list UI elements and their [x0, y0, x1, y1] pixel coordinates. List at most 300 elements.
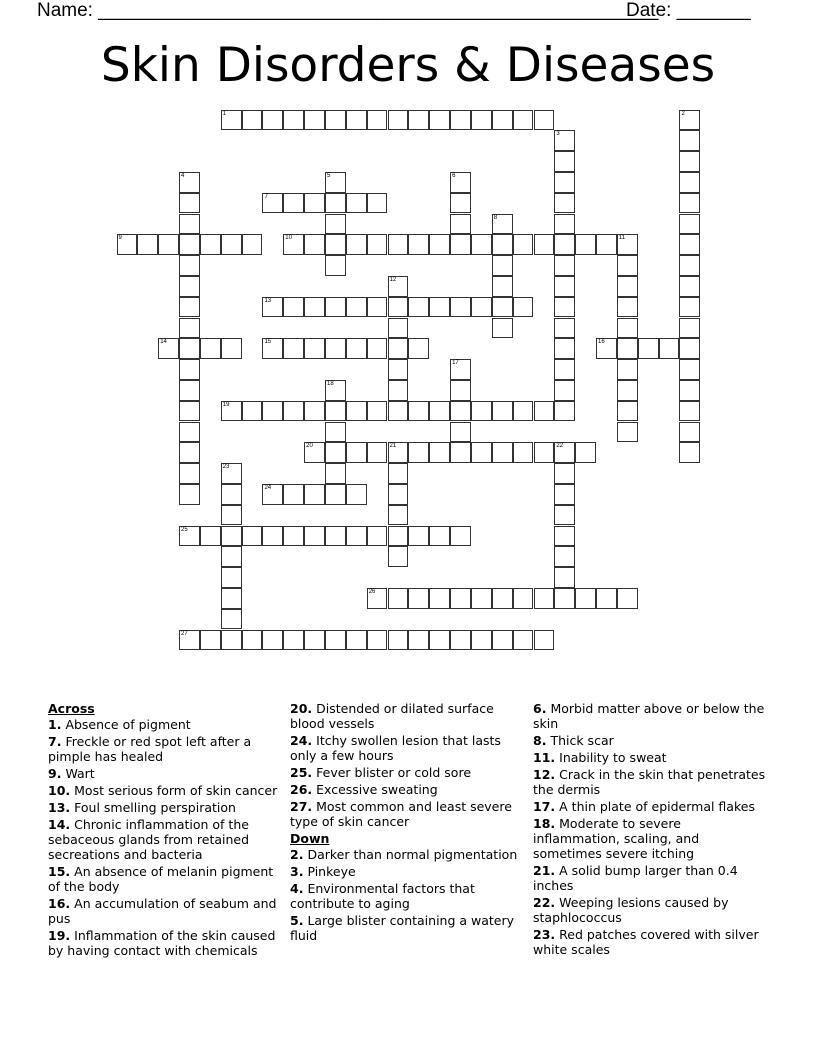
grid-cell[interactable] [367, 297, 388, 318]
clue-number: 1 [222, 110, 227, 117]
grid-cell[interactable] [492, 276, 513, 297]
grid-cell[interactable] [554, 172, 575, 193]
grid-cell[interactable] [450, 401, 471, 422]
clue-text: Fever blister or cold sore [316, 765, 472, 781]
name-field[interactable]: Name: _____________________________________________________ [37, 0, 659, 21]
grid-cell[interactable] [679, 151, 700, 172]
grid-cell[interactable] [346, 484, 367, 505]
grid-cell[interactable] [617, 255, 638, 276]
clue-number: 9. [48, 766, 62, 782]
grid-cell[interactable] [471, 401, 492, 422]
clues-column-3 [533, 701, 768, 959]
grid-cell[interactable] [679, 172, 700, 193]
grid-cell[interactable] [617, 380, 638, 401]
grid-cell[interactable] [554, 234, 575, 255]
grid-cell[interactable] [617, 234, 638, 255]
grid-cell[interactable] [513, 297, 534, 318]
grid-cell[interactable] [179, 526, 200, 547]
grid-cell[interactable] [179, 214, 200, 235]
grid-cell[interactable] [137, 234, 158, 255]
grid-cell[interactable] [304, 401, 325, 422]
grid-cell[interactable] [679, 130, 700, 151]
grid-cell[interactable] [450, 630, 471, 651]
clue-down [533, 701, 768, 732]
grid-cell[interactable] [200, 338, 221, 359]
grid-cell[interactable] [408, 234, 429, 255]
grid-cell[interactable] [679, 193, 700, 214]
grid-cell[interactable] [554, 526, 575, 547]
grid-cell[interactable] [492, 214, 513, 235]
grid-cell[interactable] [388, 297, 409, 318]
date-field[interactable]: Date: _______ [626, 0, 751, 21]
grid-cell[interactable] [367, 193, 388, 214]
grid-cell[interactable] [367, 442, 388, 463]
grid-cell[interactable] [388, 505, 409, 526]
grid-cell[interactable] [221, 630, 242, 651]
grid-cell[interactable] [367, 630, 388, 651]
grid-cell[interactable] [408, 588, 429, 609]
clue-number: 21. [533, 862, 556, 878]
grid-cell[interactable] [388, 484, 409, 505]
grid-cell[interactable] [283, 338, 304, 359]
grid-cell[interactable] [242, 401, 263, 422]
clue-across [290, 799, 525, 830]
grid-cell[interactable] [554, 359, 575, 380]
grid-cell[interactable] [450, 526, 471, 547]
clue-number: 4. [290, 880, 304, 896]
grid-cell[interactable] [304, 526, 325, 547]
grid-cell[interactable] [429, 442, 450, 463]
grid-cell[interactable] [450, 110, 471, 131]
grid-cell[interactable] [554, 318, 575, 339]
grid-cell[interactable] [304, 630, 325, 651]
grid-cell[interactable] [450, 172, 471, 193]
clue-down [290, 913, 525, 944]
grid-cell[interactable] [471, 588, 492, 609]
grid-cell[interactable] [429, 297, 450, 318]
grid-cell[interactable] [388, 526, 409, 547]
grid-cell[interactable] [388, 110, 409, 131]
grid-cell[interactable] [492, 442, 513, 463]
grid-cell[interactable] [554, 297, 575, 318]
grid-cell[interactable] [534, 234, 555, 255]
grid-cell[interactable] [179, 401, 200, 422]
grid-cell[interactable] [617, 588, 638, 609]
clue-number: 20 [306, 443, 313, 450]
grid-cell[interactable] [325, 234, 346, 255]
grid-cell[interactable] [388, 630, 409, 651]
grid-cell[interactable] [283, 234, 304, 255]
grid-cell[interactable] [262, 110, 283, 131]
grid-cell[interactable] [262, 484, 283, 505]
grid-cell[interactable] [450, 234, 471, 255]
grid-cell[interactable] [367, 338, 388, 359]
grid-cell[interactable] [179, 318, 200, 339]
clues-column-2 [290, 701, 525, 945]
clue-text: Moderate to severe inflammation, scaling, and sometimes severe itching [533, 815, 700, 862]
grid-cell[interactable] [679, 234, 700, 255]
grid-cell[interactable] [617, 401, 638, 422]
clue-text: An accumulation of seabum and pus [48, 896, 277, 927]
grid-cell[interactable] [242, 630, 263, 651]
clue-number: 12. [533, 766, 556, 782]
grid-cell[interactable] [367, 234, 388, 255]
grid-cell[interactable] [283, 193, 304, 214]
grid-cell[interactable] [388, 234, 409, 255]
grid-cell[interactable] [325, 526, 346, 547]
grid-cell[interactable] [283, 401, 304, 422]
grid-cell[interactable] [679, 401, 700, 422]
grid-cell[interactable] [221, 505, 242, 526]
clue-number: 23 [222, 464, 230, 471]
grid-cell[interactable] [492, 110, 513, 131]
grid-cell[interactable] [679, 276, 700, 297]
clue-number: 12 [389, 276, 397, 283]
clue-text: Distended or dilated surface blood vessels [290, 701, 494, 732]
grid-cell[interactable] [346, 526, 367, 547]
grid-cell[interactable] [534, 442, 555, 463]
grid-cell[interactable] [325, 442, 346, 463]
grid-cell[interactable] [471, 234, 492, 255]
grid-cell[interactable] [179, 297, 200, 318]
grid-cell[interactable] [408, 526, 429, 547]
grid-cell[interactable] [554, 151, 575, 172]
clue-number: 2 [681, 110, 685, 117]
grid-cell[interactable] [554, 588, 575, 609]
grid-cell[interactable] [325, 297, 346, 318]
grid-cell[interactable] [554, 484, 575, 505]
grid-cell[interactable] [283, 484, 304, 505]
grid-cell[interactable] [262, 526, 283, 547]
grid-cell[interactable] [325, 338, 346, 359]
grid-cell[interactable] [534, 401, 555, 422]
clue-number: 25 [181, 526, 188, 533]
grid-cell[interactable] [617, 276, 638, 297]
grid-cell[interactable] [367, 401, 388, 422]
clue-across [48, 896, 283, 927]
grid-cell[interactable] [492, 255, 513, 276]
grid-cell[interactable] [283, 110, 304, 131]
clue-text: Weeping lesions caused by staphlococcus [533, 895, 729, 926]
grid-cell[interactable] [221, 401, 242, 422]
grid-cell[interactable] [388, 276, 409, 297]
grid-cell[interactable] [304, 442, 325, 463]
grid-cell[interactable] [346, 193, 367, 214]
grid-cell[interactable] [158, 234, 179, 255]
grid-cell[interactable] [679, 214, 700, 235]
grid-cell[interactable] [388, 318, 409, 339]
grid-cell[interactable] [617, 422, 638, 443]
grid-cell[interactable] [346, 110, 367, 131]
grid-cell[interactable] [304, 297, 325, 318]
grid-cell[interactable] [325, 172, 346, 193]
grid-cell[interactable] [179, 172, 200, 193]
clue-number: 3 [556, 131, 560, 138]
grid-cell[interactable] [596, 234, 617, 255]
grid-cell[interactable] [221, 609, 242, 630]
clue-across [290, 733, 525, 764]
grid-cell[interactable] [429, 401, 450, 422]
grid-cell[interactable] [471, 110, 492, 131]
grid-cell[interactable] [408, 110, 429, 131]
clue-number: 23. [533, 927, 556, 943]
clue-text: Inability to sweat [559, 749, 667, 765]
clue-number: 19 [222, 401, 230, 408]
grid-cell[interactable] [534, 110, 555, 131]
clue-number: 8. [533, 733, 547, 749]
grid-cell[interactable] [408, 630, 429, 651]
grid-cell[interactable] [554, 214, 575, 235]
grid-cell[interactable] [367, 110, 388, 131]
grid-cell[interactable] [492, 318, 513, 339]
grid-cell[interactable] [575, 442, 596, 463]
grid-cell[interactable] [262, 401, 283, 422]
grid-cell[interactable] [325, 484, 346, 505]
grid-cell[interactable] [450, 588, 471, 609]
grid-cell[interactable] [262, 338, 283, 359]
grid-cell[interactable] [513, 442, 534, 463]
grid-cell[interactable] [679, 380, 700, 401]
grid-cell[interactable] [554, 442, 575, 463]
grid-cell[interactable] [492, 234, 513, 255]
grid-cell[interactable] [554, 463, 575, 484]
grid-cell[interactable] [221, 463, 242, 484]
grid-cell[interactable] [158, 338, 179, 359]
grid-cell[interactable] [221, 234, 242, 255]
grid-cell[interactable] [304, 110, 325, 131]
grid-cell[interactable] [492, 630, 513, 651]
grid-cell[interactable] [554, 505, 575, 526]
grid-cell[interactable] [429, 526, 450, 547]
grid-cell[interactable] [596, 588, 617, 609]
clue-text: An absence of melanin pigment of the body [48, 863, 274, 895]
grid-cell[interactable] [679, 338, 700, 359]
grid-cell[interactable] [554, 546, 575, 567]
grid-cell[interactable] [554, 567, 575, 588]
grid-cell[interactable] [450, 193, 471, 214]
grid-cell[interactable] [679, 442, 700, 463]
clue-text: A thin plate of epidermal flakes [559, 798, 755, 814]
grid-cell[interactable] [450, 359, 471, 380]
grid-cell[interactable] [638, 338, 659, 359]
grid-cell[interactable] [179, 442, 200, 463]
grid-cell[interactable] [679, 255, 700, 276]
grid-cell[interactable] [554, 130, 575, 151]
grid-cell[interactable] [221, 526, 242, 547]
grid-cell[interactable] [471, 297, 492, 318]
grid-cell[interactable] [325, 110, 346, 131]
grid-cell[interactable] [388, 442, 409, 463]
grid-cell[interactable] [304, 338, 325, 359]
grid-cell[interactable] [346, 630, 367, 651]
clue-across [290, 701, 525, 732]
grid-cell[interactable] [179, 359, 200, 380]
grid-cell[interactable] [575, 234, 596, 255]
grid-cell[interactable] [283, 297, 304, 318]
clue-down [290, 847, 525, 862]
grid-cell[interactable] [513, 588, 534, 609]
grid-cell[interactable] [492, 297, 513, 318]
grid-cell[interactable] [304, 484, 325, 505]
clue-down [533, 767, 768, 798]
grid-cell[interactable] [617, 338, 638, 359]
clue-number: 11 [618, 235, 626, 242]
grid-cell[interactable] [388, 588, 409, 609]
grid-cell[interactable] [200, 630, 221, 651]
down-heading: Down [290, 830, 330, 846]
grid-cell[interactable] [325, 630, 346, 651]
grid-cell[interactable] [679, 359, 700, 380]
grid-cell[interactable] [325, 401, 346, 422]
grid-cell[interactable] [325, 193, 346, 214]
grid-cell[interactable] [408, 297, 429, 318]
grid-cell[interactable] [325, 463, 346, 484]
grid-cell[interactable] [388, 463, 409, 484]
clue-number: 17 [452, 360, 459, 367]
page-title: Skin Disorders & Diseases [100, 38, 716, 93]
grid-cell[interactable] [179, 193, 200, 214]
grid-cell[interactable] [471, 442, 492, 463]
clue-text: Foul smelling perspiration [74, 799, 236, 815]
grid-cell[interactable] [283, 630, 304, 651]
grid-cell[interactable] [346, 234, 367, 255]
clue-down [533, 799, 768, 814]
grid-cell[interactable] [262, 297, 283, 318]
grid-cell[interactable] [200, 234, 221, 255]
grid-cell[interactable] [325, 422, 346, 443]
grid-cell[interactable] [179, 338, 200, 359]
grid-cell[interactable] [262, 193, 283, 214]
grid-cell[interactable] [388, 380, 409, 401]
grid-cell[interactable] [492, 401, 513, 422]
grid-cell[interactable] [513, 110, 534, 131]
clue-down [533, 816, 768, 862]
grid-cell[interactable] [513, 234, 534, 255]
grid-cell[interactable] [617, 359, 638, 380]
grid-cell[interactable] [513, 401, 534, 422]
clue-across [48, 766, 283, 781]
grid-cell[interactable] [388, 359, 409, 380]
clue-text: Inflammation of the skin caused by having contact with chemicals [48, 928, 276, 959]
clue-number: 21 [389, 443, 397, 450]
grid-cell[interactable] [554, 338, 575, 359]
grid-cell[interactable] [304, 193, 325, 214]
grid-cell[interactable] [346, 442, 367, 463]
grid-cell[interactable] [179, 484, 200, 505]
grid-cell[interactable] [179, 630, 200, 651]
grid-cell[interactable] [221, 484, 242, 505]
clue-number: 2. [290, 847, 304, 863]
clue-text: Itchy swollen lesion that lasts only a few hours [290, 733, 501, 764]
grid-cell[interactable] [221, 567, 242, 588]
grid-cell[interactable] [679, 422, 700, 443]
clue-number: 1. [48, 717, 62, 733]
grid-cell[interactable] [388, 546, 409, 567]
grid-cell[interactable] [513, 630, 534, 651]
clue-number: 7. [48, 734, 62, 750]
grid-cell[interactable] [179, 255, 200, 276]
grid-cell[interactable] [554, 255, 575, 276]
grid-cell[interactable] [179, 276, 200, 297]
grid-cell[interactable] [346, 338, 367, 359]
grid-cell[interactable] [554, 380, 575, 401]
grid-cell[interactable] [367, 588, 388, 609]
grid-cell[interactable] [325, 214, 346, 235]
grid-cell[interactable] [679, 318, 700, 339]
grid-cell[interactable] [325, 380, 346, 401]
grid-cell[interactable] [575, 588, 596, 609]
clue-number: 10 [285, 235, 292, 242]
grid-cell[interactable] [262, 630, 283, 651]
clue-across [48, 864, 283, 895]
clue-number: 19. [48, 928, 71, 944]
grid-cell[interactable] [242, 526, 263, 547]
grid-cell[interactable] [388, 338, 409, 359]
grid-cell[interactable] [408, 338, 429, 359]
grid-cell[interactable] [679, 110, 700, 131]
grid-cell[interactable] [242, 234, 263, 255]
grid-cell[interactable] [242, 110, 263, 131]
grid-cell[interactable] [450, 297, 471, 318]
grid-cell[interactable] [450, 214, 471, 235]
grid-cell[interactable] [554, 193, 575, 214]
grid-cell[interactable] [221, 338, 242, 359]
grid-cell[interactable] [679, 297, 700, 318]
grid-cell[interactable] [346, 297, 367, 318]
grid-cell[interactable] [429, 630, 450, 651]
grid-cell[interactable] [450, 422, 471, 443]
grid-cell[interactable] [325, 255, 346, 276]
grid-cell[interactable] [450, 380, 471, 401]
grid-cell[interactable] [429, 234, 450, 255]
grid-cell[interactable] [617, 297, 638, 318]
grid-cell[interactable] [534, 630, 555, 651]
grid-cell[interactable] [179, 234, 200, 255]
grid-cell[interactable] [471, 630, 492, 651]
grid-cell[interactable] [117, 234, 138, 255]
grid-cell[interactable] [554, 276, 575, 297]
grid-cell[interactable] [492, 588, 513, 609]
clue-number: 24. [290, 733, 313, 749]
grid-cell[interactable] [346, 401, 367, 422]
grid-cell[interactable] [283, 526, 304, 547]
clue-text: Freckle or red spot left after a pimple has healed [48, 734, 252, 765]
grid-cell[interactable] [554, 401, 575, 422]
grid-cell[interactable] [221, 546, 242, 567]
grid-cell[interactable] [596, 338, 617, 359]
grid-cell[interactable] [659, 338, 680, 359]
grid-cell[interactable] [179, 380, 200, 401]
grid-cell[interactable] [221, 588, 242, 609]
grid-cell[interactable] [367, 526, 388, 547]
grid-cell[interactable] [304, 234, 325, 255]
clue-number: 15. [48, 863, 71, 879]
grid-cell[interactable] [429, 110, 450, 131]
clue-across [48, 783, 283, 798]
across-heading: Across [48, 701, 95, 716]
grid-cell[interactable] [429, 588, 450, 609]
grid-cell[interactable] [388, 401, 409, 422]
grid-cell[interactable] [221, 110, 242, 131]
grid-cell[interactable] [179, 463, 200, 484]
grid-cell[interactable] [408, 401, 429, 422]
grid-cell[interactable] [179, 422, 200, 443]
grid-cell[interactable] [450, 442, 471, 463]
grid-cell[interactable] [200, 526, 221, 547]
grid-cell[interactable] [617, 318, 638, 339]
grid-cell[interactable] [534, 588, 555, 609]
grid-cell[interactable] [408, 442, 429, 463]
